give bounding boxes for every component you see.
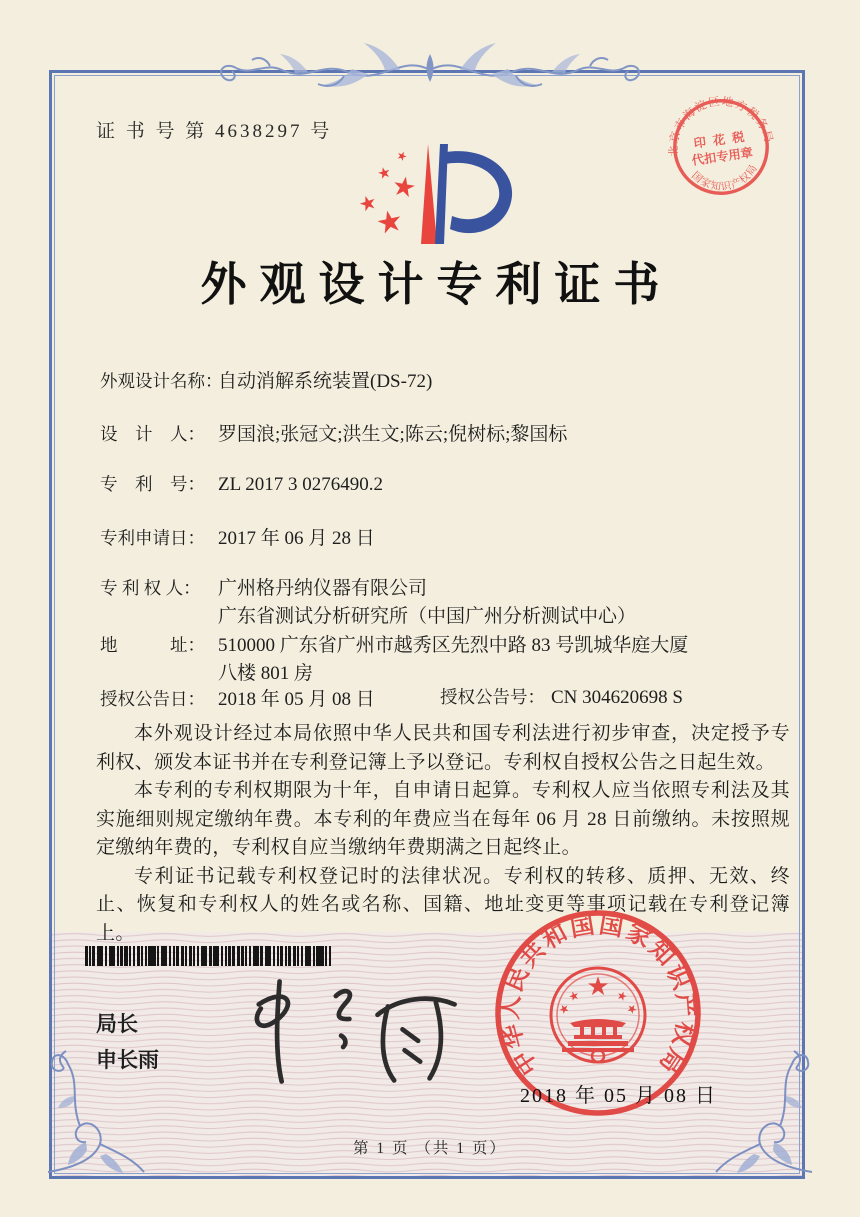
field-address-value bbox=[218, 632, 688, 688]
tax-stamp bbox=[654, 80, 787, 213]
logo-red-wedge bbox=[421, 144, 437, 244]
national-emblem bbox=[551, 968, 645, 1062]
seal-date: 2018 年 05 月 08 日 bbox=[520, 1085, 717, 1107]
field-grant-date-value: 2018 年 05 月 08 日 bbox=[218, 689, 375, 710]
director-name: 申长雨 bbox=[96, 1049, 159, 1072]
field-patentee-line1: 广州格丹纳仪器有限公司 bbox=[218, 578, 428, 599]
field-designer-label: 设 计 人： bbox=[100, 424, 205, 444]
field-patent-no-value: ZL 2017 3 0276490.2 bbox=[218, 474, 384, 495]
tax-stamp-ring-top-text: 北京市海淀区地方税务局 bbox=[667, 95, 775, 157]
top-flourish-ornament bbox=[160, 36, 700, 100]
legal-paragraph-2: 本专利的专利权期限为十年，自申请日起算。专利权人应当依照专利法及其实施细则规定缴纳年费。本专利的年费应当在每年 06 月 28 日前缴纳。未按照规定缴纳年费的，专利权自应当缴纳年费期满之日起终止。 bbox=[96, 780, 790, 858]
field-patent-no-label: 专 利 号： bbox=[100, 474, 205, 494]
field-design-name-label: 外观设计名称： bbox=[100, 371, 223, 391]
legal-paragraph-3: 专利证书记载专利权登记时的法律状况。专利权的转移、质押、无效、终止、恢复和专利权人的姓名或名称、国籍、地址变更等事项记载在专利登记簿上。 bbox=[96, 865, 790, 944]
field-patentee-line2: 广东省测试分析研究所（中国广州分析测试中心） bbox=[218, 606, 637, 627]
field-designer bbox=[100, 419, 567, 446]
star-icon: ★ bbox=[614, 987, 630, 1005]
field-address-line1: 510000 广东省广州市越秀区先烈中路 83 号凯城华庭大厦 bbox=[218, 635, 689, 656]
page-number: 第 1 页 （共 1 页） bbox=[353, 1140, 507, 1157]
cnipa-logo bbox=[338, 144, 518, 246]
field-filing-date-value: 2017 年 06 月 28 日 bbox=[218, 528, 375, 549]
star-icon: ★ bbox=[373, 203, 407, 242]
director-title: 局长 bbox=[96, 1013, 138, 1036]
star-icon: ★ bbox=[555, 1000, 573, 1018]
star-icon: ★ bbox=[356, 190, 380, 218]
tax-stamp-center-line1: 印 花 税 bbox=[692, 129, 748, 151]
field-design-name-value: 自动消解系统装置(DS-72) bbox=[218, 371, 433, 392]
seal-ring-text: 中华人民共和国国家知识产权局 bbox=[497, 912, 699, 1080]
field-designer-value: 罗国浪;张冠文;洪生文;陈云;倪树标;黎国标 bbox=[218, 424, 568, 445]
logo-stars bbox=[356, 147, 419, 241]
field-grant-date-label: 授权公告日： bbox=[100, 689, 205, 709]
certificate-number: 证 书 号 第 4638297 号 bbox=[96, 121, 333, 142]
star-icon: ★ bbox=[375, 164, 394, 184]
field-grant-date bbox=[100, 684, 375, 711]
director-signature bbox=[215, 975, 465, 1090]
logo-blue-p bbox=[435, 144, 512, 244]
field-design-name bbox=[100, 366, 432, 393]
field-address-label: 地 址： bbox=[100, 635, 205, 655]
star-icon: ★ bbox=[566, 987, 582, 1005]
field-filing-date bbox=[100, 523, 375, 550]
field-patent-no bbox=[100, 471, 383, 496]
field-patentee bbox=[100, 575, 636, 631]
certificate-title: 外观设计专利证书 bbox=[200, 259, 673, 310]
field-patentee-value bbox=[218, 575, 636, 631]
field-grant-no bbox=[440, 684, 683, 709]
tax-stamp-ring-bottom-text: 国家知识产权局 bbox=[689, 162, 761, 194]
tax-stamp-center-line2: 代扣专用章 bbox=[690, 145, 754, 168]
barcode bbox=[85, 946, 331, 966]
flourish-center-leaf bbox=[427, 54, 434, 82]
legal-paragraph-1: 本外观设计经过本局依照中华人民共和国专利法进行初步审查，决定授予专利权、颁发本证书并在专利登记簿上予以登记。专利权自授权公告之日起生效。 bbox=[96, 723, 790, 773]
bottom-right-flourish bbox=[710, 1040, 820, 1180]
field-grant-no-label: 授权公告号： bbox=[440, 687, 545, 707]
field-address bbox=[100, 632, 688, 688]
field-address-line2: 八楼 801 房 bbox=[218, 663, 314, 684]
field-patentee-label: 专 利 权 人： bbox=[100, 578, 201, 598]
field-grant-no-value: CN 304620698 S bbox=[551, 687, 683, 708]
star-icon: ★ bbox=[623, 1000, 641, 1018]
star-icon: ★ bbox=[586, 972, 610, 1001]
field-filing-date-label: 专利申请日： bbox=[100, 528, 205, 548]
star-icon: ★ bbox=[389, 170, 419, 204]
star-icon: ★ bbox=[394, 147, 410, 165]
